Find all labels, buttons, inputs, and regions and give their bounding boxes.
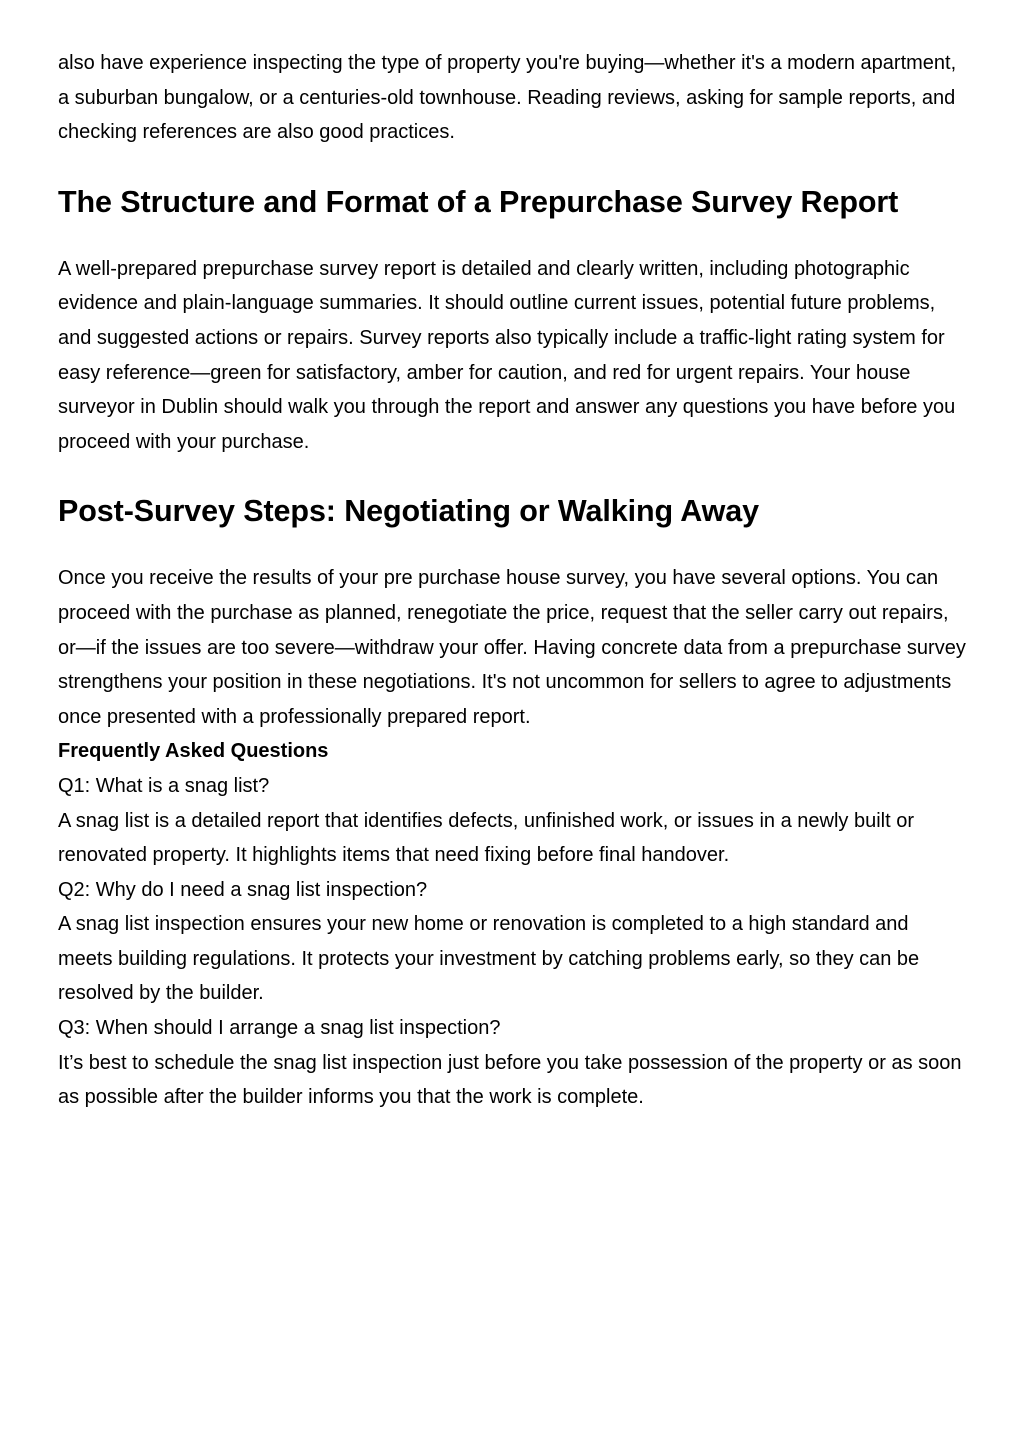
faq-question-1: Q1: What is a snag list? bbox=[58, 774, 270, 797]
faq-answer-2: A snag list inspection ensures your new home or renovation is completed to a high standard and meets building regulations. It protects your investment by catching problems early, so they can be resolved by the builder. bbox=[58, 913, 920, 1005]
post-survey-section-heading: Post-Survey Steps: Negotiating or Walking Away bbox=[58, 494, 759, 529]
structure-section-heading: The Structure and Format of a Prepurchase Survey Report bbox=[58, 184, 899, 219]
structure-section-paragraph: A well-prepared prepurchase survey report is detailed and clearly written, including photographic evidence and plain-language summaries. It should outline current issues, potential future problems, and suggested actions or repairs. Survey reports also typically include a traffic-light rating system for easy reference—green for satisfactory, amber for caution, and red for urgent repairs. Your house surveyor in Dublin should walk you through the report and answer any questions you have before you proceed with your purchase. bbox=[58, 257, 956, 453]
intro-paragraph: also have experience inspecting the type of property you're buying—whether it's a modern apartment, a suburban bungalow, or a centuries-old townhouse. Reading reviews, asking for sample reports, and checking references are also good practices. bbox=[58, 52, 957, 144]
faq-question-3: Q3: When should I arrange a snag list inspection? bbox=[58, 1017, 501, 1040]
faq-answer-3: It’s best to schedule the snag list inspection just before you take possession of the property or as soon as possible after the builder informs you that the work is complete. bbox=[58, 1051, 962, 1109]
faq-answer-1: A snag list is a detailed report that identifies defects, unfinished work, or issues in a newly built or renovated property. It highlights items that need fixing before final handover. bbox=[58, 809, 915, 867]
faq-question-2: Q2: Why do I need a snag list inspection? bbox=[58, 878, 428, 901]
document-page bbox=[58, 46, 968, 1115]
post-survey-section-paragraph: Once you receive the results of your pre purchase house survey, you have several options. You can proceed with the purchase as planned, renegotiate the price, request that the seller carry out repairs, or—if the issues are too severe—withdraw your offer. Having concrete data from a prepurchase survey strengthens your position in these negotiations. It's not uncommon for sellers to agree to adjustments once presented with a professionally prepared report. bbox=[58, 567, 966, 728]
faq-heading: Frequently Asked Questions bbox=[58, 740, 329, 763]
